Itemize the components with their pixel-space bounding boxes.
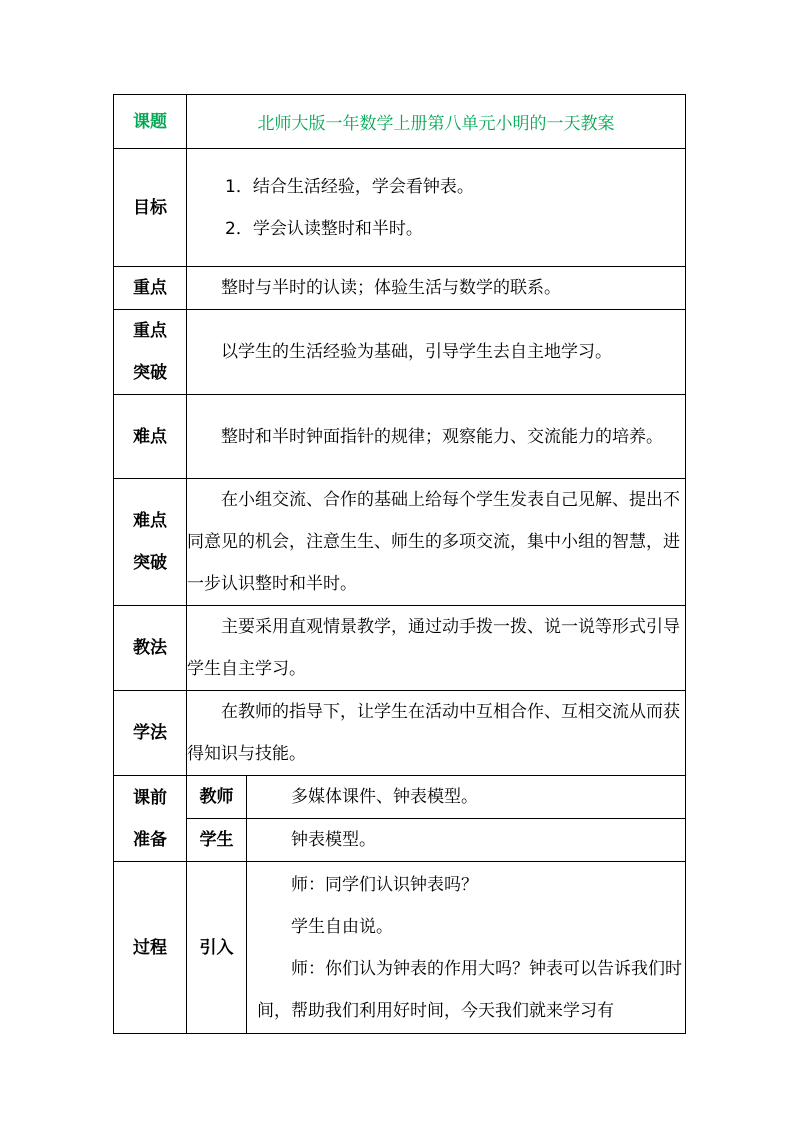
preparation-teacher-row [114,776,686,819]
goal-content [187,149,686,267]
preparation-student-row [114,819,686,862]
teaching-method-label: 教法 [114,606,187,691]
difficulty-breakthrough-content [187,479,686,606]
key-point-text: 整时与半时的认读；体验生活与数学的联系。 [221,278,561,298]
goal-item: 1．结合生活经验，学会看钟表。 [225,176,474,197]
learning-method-label: 学法 [114,691,187,776]
process-row [114,862,686,1034]
learning-method-content [187,691,686,776]
label-line: 难点 [133,511,167,531]
key-breakthrough-row [114,310,686,395]
teacher-content [247,776,686,819]
goal-item: 2．学会认读整时和半时。 [225,218,423,239]
label-line: 课前 [133,787,167,808]
learning-method-text: 在教师的指导下，让学生在活动中互相合作、互相交流从而获得知识与技能。 [187,702,680,764]
process-line: 师：同学们认识钟表吗？ [291,874,478,895]
preparation-label [114,776,187,862]
key-breakthrough-text: 以学生的生活经验为基础，引导学生去自主地学习。 [221,342,612,362]
process-line: 学生自由说。 [291,916,393,937]
key-point-label: 重点 [114,267,187,310]
key-point-row [114,267,686,310]
student-content [247,819,686,862]
lesson-plan-table [113,94,686,1034]
title-label: 课题 [114,95,187,149]
label-line: 突破 [133,553,167,573]
difficulty-breakthrough-text: 在小组交流、合作的基础上给每个学生发表自己见解、提出不同意见的机会，注意生生、师生的多项交流，集中小组的智慧，进一步认识整时和半时。 [187,490,680,594]
process-label: 过程 [114,862,187,1034]
goal-label: 目标 [114,149,187,267]
key-breakthrough-content [187,310,686,395]
difficulty-row [114,395,686,479]
label-line: 重点 [133,321,167,341]
teaching-method-content [187,606,686,691]
lesson-title: 北师大版一年数学上册第八单元小明的一天教案 [187,95,686,149]
difficulty-breakthrough-row [114,479,686,606]
teaching-method-row [114,606,686,691]
student-text: 钟表模型。 [291,830,376,850]
process-line: 师：你们认为钟表的作用大吗？钟表可以告诉我们时间，帮助我们利用好时间，今天我们就来学习有 [257,958,682,1021]
teaching-method-text: 主要采用直观情景教学，通过动手拨一拨、说一说等形式引导学生自主学习。 [187,617,680,679]
key-point-content [187,267,686,310]
teacher-text: 多媒体课件、钟表模型。 [291,787,478,807]
teacher-label: 教师 [187,776,247,819]
title-row [114,95,686,149]
learning-method-row [114,691,686,776]
student-label: 学生 [187,819,247,862]
difficulty-text: 整时和半时钟面指针的规律；观察能力、交流能力的培养。 [221,426,663,447]
difficulty-breakthrough-label [114,479,187,606]
key-breakthrough-label [114,310,187,395]
goal-row [114,149,686,267]
label-line: 准备 [133,829,167,850]
stage-label: 引入 [187,862,247,1034]
difficulty-content [187,395,686,479]
process-content [247,862,686,1034]
label-line: 突破 [133,363,167,383]
difficulty-label: 难点 [114,395,187,479]
